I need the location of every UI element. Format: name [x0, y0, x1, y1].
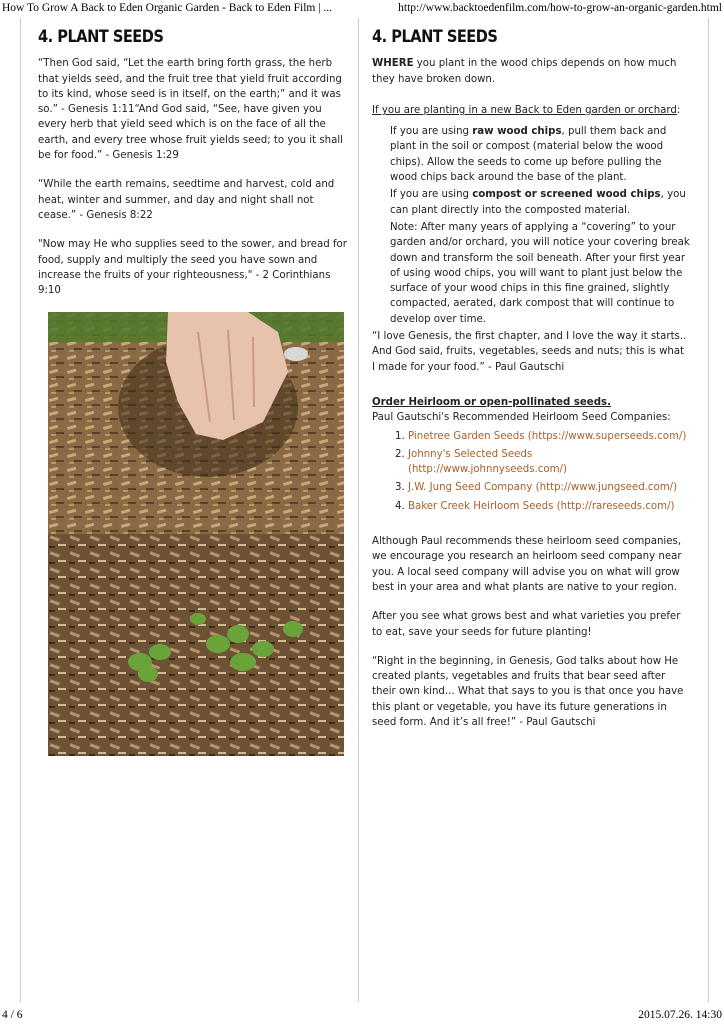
recommended-companies-label: Paul Gautschi's Recommended Heirloom Seed Companies:: [372, 412, 671, 424]
planting-instructions: [390, 124, 690, 327]
print-header-title: How To Grow A Back to Eden Organic Garden - Back to Eden Film | ...: [2, 2, 333, 14]
quote-genesis-first-chapter: “I love Genesis, the first chapter, and I love the way it starts.. And God said, fruits, vegetables, seeds and nuts; this is what I made for your food.” - Paul Gautschi: [372, 331, 687, 373]
scripture-corinthians: "Now may He who supplies seed to the sower, and bread for food, supply and multiply the seed you have sown and increase the fruits of your righteousness," - 2 Corinthians 9:10: [38, 239, 347, 297]
left-heading: 4. PLANT SEEDS: [38, 27, 164, 47]
list-item: [408, 429, 690, 444]
page-number: 4 / 6: [2, 1009, 23, 1021]
order-heading-text: Order Heirloom or open-pollinated seeds.: [372, 396, 611, 408]
compost-bold: compost or screened wood chips: [472, 189, 661, 201]
quote-in-the-beginning: “Right in the beginning, in Genesis, God talks about how He created plants, vegetables and fruits that bear seed after their own kind... What that says to you is that once you have this plant or vegetable, you have its future generations in seed form. And it’s all free!” - Paul Gautschi: [372, 655, 684, 728]
recommend-paragraph: Although Paul recommends these heirloom seed companies, we encourage you research an heirloom seed company near you. A local seed company will advise you on what will grow best in your area and what plants are native to your region.: [372, 536, 682, 593]
scripture-genesis-1: “Then God said, “Let the earth bring forth grass, the herb that yields seed, and the fruit tree that yield fruit according to its kind, whose seed is in itself, on the earth;” and it was so.” - Genesis 1:11“And God said, “See, have given you every herb that yield seed which is on the face of all the earth, and every tree whose fruit yields seed; to you it shall be for food.” - Genesis 1:29: [38, 58, 344, 162]
seed-company-list: [372, 429, 690, 514]
list-item: [408, 499, 690, 514]
where-rest: you plant in the wood chips depends on how much they have broken down.: [372, 58, 677, 85]
new-garden-label: If you are planting in a new Back to Eden garden or orchard: [372, 104, 677, 116]
note-paragraph: Note: After many years of applying a “covering” to your garden and/or orchard, you will notice your covering break down and transform the soil beneath. After your first year of using wood chips, you will want to plant just below the surface of your wood chips in this fine grained, slightly compacted, aerated, dark compost that will continue to develop over time.: [390, 221, 690, 325]
right-column: [372, 27, 690, 744]
link-jung[interactable]: J.W. Jung Seed Company (http://www.jungseed.com/): [408, 482, 678, 494]
link-pinetree[interactable]: Pinetree Garden Seeds (https://www.superseeds.com/): [408, 430, 687, 442]
compost-paragraph: [390, 187, 690, 218]
link-johnnys[interactable]: Johnny's Selected Seeds (http://www.johnnyseeds.com/): [408, 448, 567, 476]
raw-bold: raw wood chips: [472, 126, 562, 138]
link-baker-creek[interactable]: Baker Creek Heirloom Seeds (http://rareseeds.com/): [408, 500, 675, 512]
compost-post: , you can plant directly into the composted material.: [390, 189, 686, 216]
print-datetime: 2015.07.26. 14:30: [638, 1009, 722, 1021]
print-header-url: http://www.backtoedenfilm.com/how-to-grow-an-organic-garden.html: [398, 2, 722, 14]
print-header: [0, 0, 724, 16]
new-garden-colon: :: [676, 104, 681, 116]
where-bold: WHERE: [372, 58, 414, 70]
seedlings-photo: [48, 534, 344, 756]
left-column: [38, 27, 350, 756]
compost-pre: If you are using: [390, 189, 473, 201]
list-item: [408, 480, 690, 495]
right-heading: 4. PLANT SEEDS: [372, 27, 498, 47]
column-divider: [358, 18, 359, 1002]
raw-pre: If you are using: [390, 126, 473, 138]
raw-post: , pull them back and plant in the soil or compost (material below the wood chips). Allow the seeds to come up before pulling the wood chips back around the base of the plant.: [390, 126, 667, 184]
print-footer: [0, 1006, 724, 1024]
scripture-genesis-8: “While the earth remains, seedtime and harvest, cold and heat, winter and summer, and day and night shall not cease.” - Genesis 8:22: [38, 179, 335, 221]
raw-wood-chips-paragraph: [390, 124, 690, 185]
save-seeds-paragraph: After you see what grows best and what varieties you prefer to eat, save your seeds for future planting!: [372, 611, 681, 638]
hands-planting-photo: [48, 312, 344, 534]
order-seeds-heading: [372, 395, 690, 410]
new-garden-heading: [372, 103, 690, 118]
where-paragraph: [372, 56, 690, 87]
page-border-right: [708, 18, 709, 1002]
page-border-left: [20, 18, 21, 1002]
list-item: [408, 447, 690, 478]
